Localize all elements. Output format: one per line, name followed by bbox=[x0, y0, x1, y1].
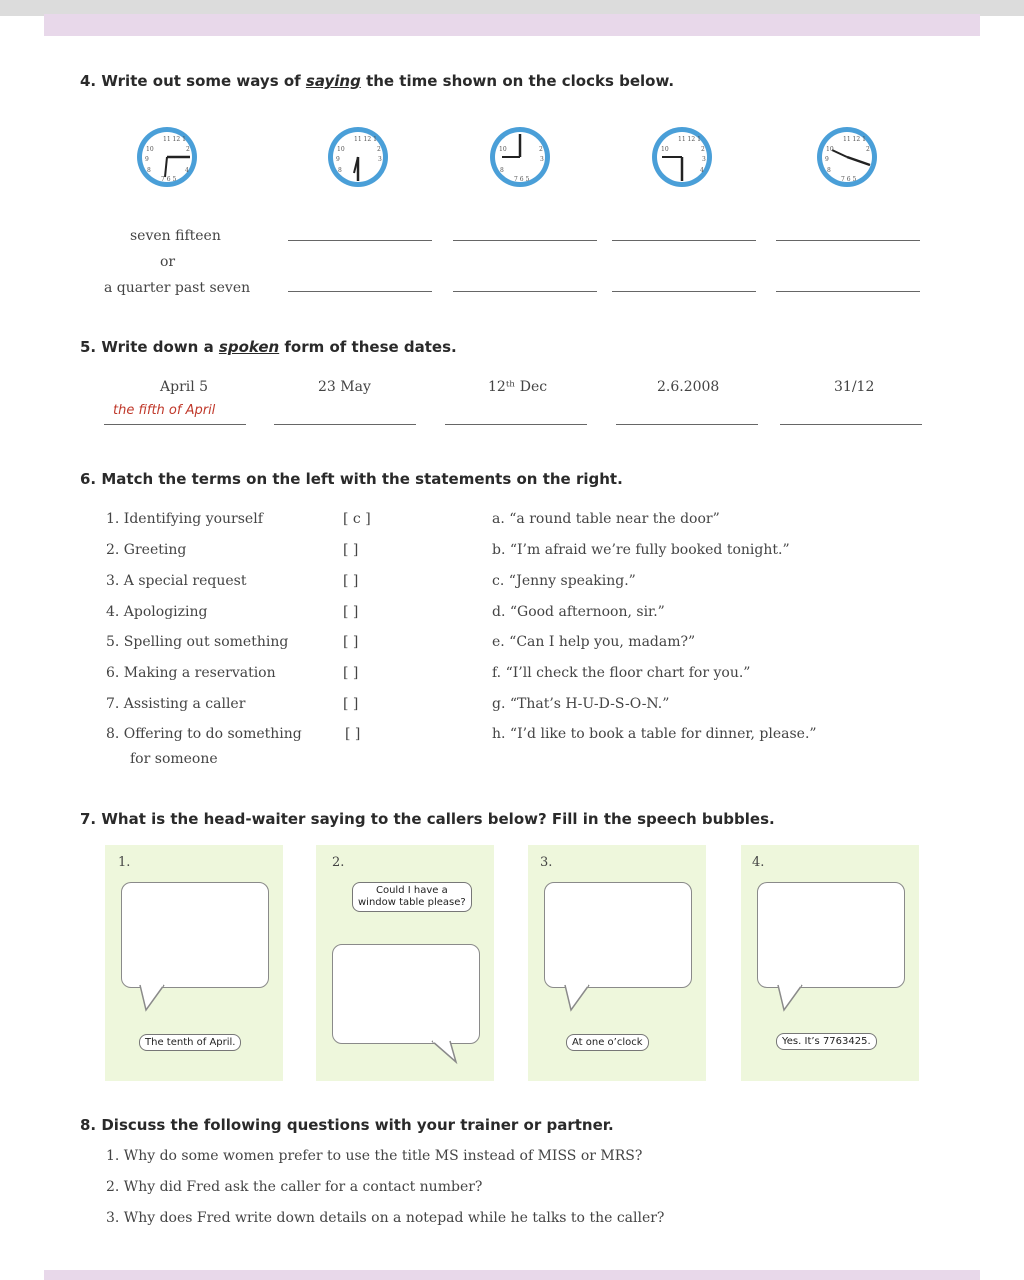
q7-heading: 7. What is the head-waiter saying to the callers below? Fill in the speech bubbles. bbox=[80, 810, 775, 828]
q4-answer-blank[interactable] bbox=[776, 291, 920, 292]
svg-text:7 6 5: 7 6 5 bbox=[841, 176, 857, 183]
q5-answer-blank[interactable] bbox=[780, 424, 922, 425]
svg-text:7 6 5: 7 6 5 bbox=[161, 176, 177, 183]
q6-term-continuation: for someone bbox=[130, 751, 218, 767]
svg-text:11 12 1: 11 12 1 bbox=[163, 136, 186, 143]
bubble-tail bbox=[776, 984, 806, 1014]
q8-question: 3. Why does Fred write down details on a notepad while he talks to the caller? bbox=[106, 1210, 665, 1226]
svg-text:8: 8 bbox=[338, 167, 342, 174]
head-waiter-speech-bubble[interactable] bbox=[757, 882, 905, 988]
q6-answer-bracket[interactable]: [ c ] bbox=[343, 511, 371, 527]
clock-5 bbox=[815, 125, 879, 189]
caller-speech-bubble: Yes. It’s 7763425. bbox=[776, 1033, 877, 1050]
q4-heading-emphasis: saying bbox=[305, 72, 361, 90]
q4-answer-blank[interactable] bbox=[453, 291, 597, 292]
q6-answer-bracket[interactable]: [ ] bbox=[345, 726, 361, 742]
svg-text:2: 2 bbox=[186, 146, 190, 153]
caller-speech-bubble: The tenth of April. bbox=[139, 1034, 241, 1051]
q4-answer-blank[interactable] bbox=[776, 240, 920, 241]
q5-handwritten-answer: the fifth of April bbox=[113, 403, 216, 418]
bottom-band bbox=[44, 1270, 980, 1280]
q5-date: April 5 bbox=[160, 379, 209, 395]
q7-panel-number: 1. bbox=[118, 855, 131, 870]
svg-text:8: 8 bbox=[147, 167, 151, 174]
svg-text:11 12 1: 11 12 1 bbox=[678, 136, 701, 143]
head-waiter-speech-bubble[interactable] bbox=[544, 882, 692, 988]
clock-3 bbox=[488, 125, 552, 189]
q6-statement: c. “Jenny speaking.” bbox=[492, 573, 636, 589]
q8-heading: 8. Discuss the following questions with your trainer or partner. bbox=[80, 1116, 614, 1134]
svg-text:2: 2 bbox=[539, 146, 543, 153]
q5-date: 12ᵗʰ Dec bbox=[488, 379, 548, 395]
q4-answer-blank[interactable] bbox=[612, 291, 756, 292]
caller-text-line: Could I have a bbox=[375, 885, 448, 896]
svg-text:8: 8 bbox=[827, 167, 831, 174]
q6-term: 7. Assisting a caller bbox=[106, 696, 246, 712]
q5-answer-blank[interactable] bbox=[616, 424, 758, 425]
q6-answer-bracket[interactable]: [ ] bbox=[343, 665, 359, 681]
caller-speech-bubble bbox=[352, 882, 472, 912]
svg-text:4: 4 bbox=[185, 167, 189, 174]
bubble-tail bbox=[563, 984, 593, 1014]
q4-example-line1: seven fifteen bbox=[130, 228, 221, 244]
clock-2 bbox=[326, 125, 390, 189]
q4-example-line2: a quarter past seven bbox=[104, 280, 251, 296]
q4-answer-blank[interactable] bbox=[288, 240, 432, 241]
q4-heading bbox=[80, 72, 674, 90]
svg-text:10: 10 bbox=[337, 146, 345, 153]
svg-text:11 12 1: 11 12 1 bbox=[843, 136, 866, 143]
svg-text:8: 8 bbox=[500, 167, 504, 174]
svg-text:9: 9 bbox=[825, 156, 829, 163]
q5-answer-blank[interactable] bbox=[104, 424, 246, 425]
q6-statement: f. “I’ll check the floor chart for you.” bbox=[492, 665, 751, 681]
bubble-tail bbox=[430, 1040, 460, 1066]
svg-text:10: 10 bbox=[146, 146, 154, 153]
svg-text:2: 2 bbox=[377, 146, 381, 153]
q4-answer-blank[interactable] bbox=[453, 240, 597, 241]
q5-date: 2.6.2008 bbox=[657, 379, 720, 395]
q7-panel-number: 3. bbox=[540, 855, 553, 870]
q8-question: 2. Why did Fred ask the caller for a contact number? bbox=[106, 1179, 483, 1195]
q6-statement: g. “That’s H-U-D-S-O-N.” bbox=[492, 696, 670, 712]
q6-heading: 6. Match the terms on the left with the statements on the right. bbox=[80, 470, 623, 488]
q5-heading-emphasis: spoken bbox=[218, 338, 280, 356]
q4-heading-pre: Write out some ways of bbox=[101, 72, 306, 90]
svg-text:3: 3 bbox=[702, 156, 706, 163]
svg-text:3: 3 bbox=[540, 156, 544, 163]
top-band bbox=[44, 14, 980, 36]
q6-answer-bracket[interactable]: [ ] bbox=[343, 573, 359, 589]
q7-panel-number: 2. bbox=[332, 855, 345, 870]
q5-heading-post: form of these dates. bbox=[279, 338, 457, 356]
q6-term: 5. Spelling out something bbox=[106, 634, 289, 650]
svg-text:2: 2 bbox=[701, 146, 705, 153]
svg-text:9: 9 bbox=[336, 156, 340, 163]
q5-answer-blank[interactable] bbox=[274, 424, 416, 425]
svg-text:10: 10 bbox=[826, 146, 834, 153]
q6-statement: e. “Can I help you, madam?” bbox=[492, 634, 696, 650]
q6-answer-bracket[interactable]: [ ] bbox=[343, 696, 359, 712]
q6-statement: d. “Good afternoon, sir.” bbox=[492, 604, 665, 620]
q5-answer-blank[interactable] bbox=[445, 424, 587, 425]
clock-4 bbox=[650, 125, 714, 189]
q6-term: 2. Greeting bbox=[106, 542, 187, 558]
q6-statement: b. “I’m afraid we’re fully booked tonight.” bbox=[492, 542, 790, 558]
q5-number: 5. bbox=[80, 338, 97, 356]
bubble-tail bbox=[138, 984, 168, 1014]
q6-term: 3. A special request bbox=[106, 573, 247, 589]
q6-statement: a. “a round table near the door” bbox=[492, 511, 720, 527]
q6-term: 6. Making a reservation bbox=[106, 665, 276, 681]
q4-answer-blank[interactable] bbox=[288, 291, 432, 292]
clock-1 bbox=[135, 125, 199, 189]
caller-speech-bubble: At one o’clock bbox=[566, 1034, 649, 1051]
q6-statement: h. “I’d like to book a table for dinner, please.” bbox=[492, 726, 817, 742]
q5-heading-pre: Write down a bbox=[101, 338, 219, 356]
q6-term: 1. Identifying yourself bbox=[106, 511, 263, 527]
q4-number: 4. bbox=[80, 72, 97, 90]
q8-question: 1. Why do some women prefer to use the title MS instead of MISS or MRS? bbox=[106, 1148, 643, 1164]
q5-date: 23 May bbox=[318, 379, 371, 395]
svg-text:4: 4 bbox=[700, 167, 704, 174]
svg-text:10: 10 bbox=[499, 146, 507, 153]
q6-term: 8. Offering to do something bbox=[106, 726, 302, 742]
caller-text-line: window table please? bbox=[358, 897, 466, 908]
q6-answer-bracket[interactable]: [ ] bbox=[343, 634, 359, 650]
svg-text:3: 3 bbox=[378, 156, 382, 163]
q6-answer-bracket[interactable]: [ ] bbox=[343, 604, 359, 620]
svg-text:10: 10 bbox=[661, 146, 669, 153]
svg-text:11 12 1: 11 12 1 bbox=[354, 136, 377, 143]
head-waiter-speech-bubble[interactable] bbox=[121, 882, 269, 988]
head-waiter-speech-bubble[interactable] bbox=[332, 944, 480, 1044]
q4-example-or: or bbox=[160, 254, 176, 270]
q7-panel-number: 4. bbox=[752, 855, 765, 870]
svg-text:2: 2 bbox=[866, 146, 870, 153]
q4-answer-blank[interactable] bbox=[612, 240, 756, 241]
q6-term: 4. Apologizing bbox=[106, 604, 208, 620]
q4-heading-post: the time shown on the clocks below. bbox=[360, 72, 675, 90]
svg-text:9: 9 bbox=[145, 156, 149, 163]
svg-text:7 6 5: 7 6 5 bbox=[514, 176, 530, 183]
q6-answer-bracket[interactable]: [ ] bbox=[343, 542, 359, 558]
q5-date: 31/12 bbox=[834, 379, 875, 395]
q5-heading bbox=[80, 338, 457, 356]
